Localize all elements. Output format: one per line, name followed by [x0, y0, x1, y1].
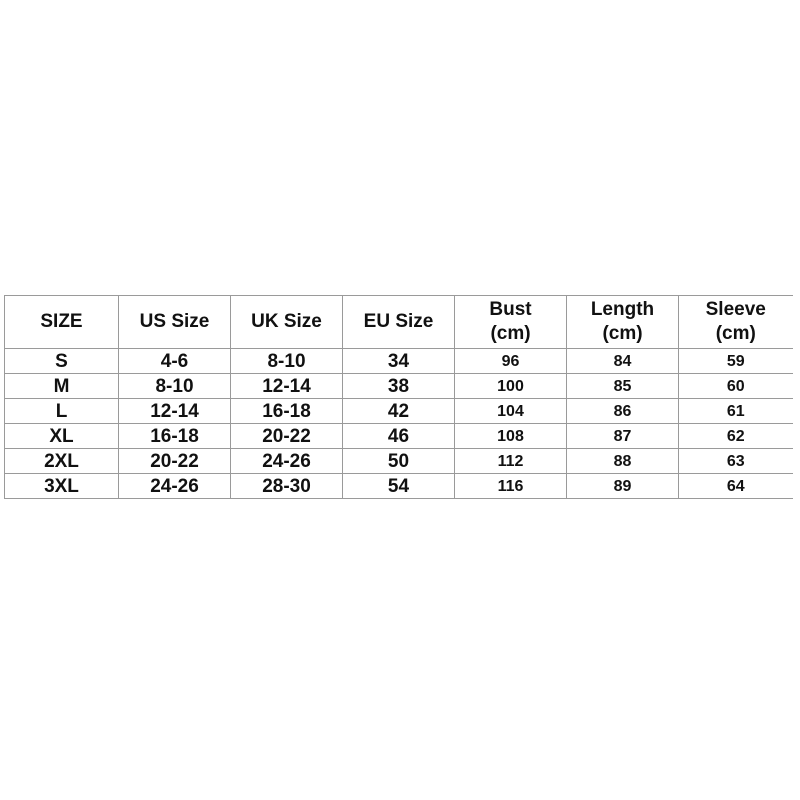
cell-bust: 100	[455, 374, 567, 399]
cell-bust: 116	[455, 474, 567, 499]
cell-size: 3XL	[5, 474, 119, 499]
cell-uk-size: 12-14	[231, 374, 343, 399]
cell-us-size: 4-6	[119, 349, 231, 374]
cell-us-size: 16-18	[119, 424, 231, 449]
cell-sleeve: 63	[679, 449, 793, 474]
cell-eu-size: 54	[343, 474, 455, 499]
table-row	[5, 424, 793, 449]
cell-us-size: 8-10	[119, 374, 231, 399]
header-uk-size: UK Size	[231, 296, 343, 349]
header-size: SIZE	[5, 296, 119, 349]
cell-sleeve: 64	[679, 474, 793, 499]
cell-size: XL	[5, 424, 119, 449]
cell-uk-size: 24-26	[231, 449, 343, 474]
cell-size: M	[5, 374, 119, 399]
cell-length: 86	[567, 399, 679, 424]
table-row	[5, 449, 793, 474]
cell-eu-size: 38	[343, 374, 455, 399]
cell-length: 87	[567, 424, 679, 449]
cell-sleeve: 60	[679, 374, 793, 399]
cell-length: 89	[567, 474, 679, 499]
cell-bust: 108	[455, 424, 567, 449]
table-row	[5, 349, 793, 374]
cell-bust: 96	[455, 349, 567, 374]
header-sleeve: Sleeve (cm)	[679, 296, 793, 349]
cell-size: 2XL	[5, 449, 119, 474]
cell-uk-size: 8-10	[231, 349, 343, 374]
header-eu-size: EU Size	[343, 296, 455, 349]
header-us-size: US Size	[119, 296, 231, 349]
cell-sleeve: 61	[679, 399, 793, 424]
cell-length: 85	[567, 374, 679, 399]
cell-length: 88	[567, 449, 679, 474]
cell-us-size: 20-22	[119, 449, 231, 474]
cell-eu-size: 42	[343, 399, 455, 424]
size-chart-table	[4, 295, 793, 499]
cell-eu-size: 46	[343, 424, 455, 449]
cell-sleeve: 62	[679, 424, 793, 449]
table-row	[5, 399, 793, 424]
cell-us-size: 12-14	[119, 399, 231, 424]
cell-sleeve: 59	[679, 349, 793, 374]
cell-bust: 112	[455, 449, 567, 474]
cell-us-size: 24-26	[119, 474, 231, 499]
cell-size: L	[5, 399, 119, 424]
table-row	[5, 374, 793, 399]
cell-size: S	[5, 349, 119, 374]
cell-bust: 104	[455, 399, 567, 424]
cell-eu-size: 34	[343, 349, 455, 374]
table-row	[5, 474, 793, 499]
cell-eu-size: 50	[343, 449, 455, 474]
header-row	[5, 296, 793, 349]
cell-uk-size: 16-18	[231, 399, 343, 424]
header-length: Length (cm)	[567, 296, 679, 349]
cell-uk-size: 28-30	[231, 474, 343, 499]
header-bust: Bust (cm)	[455, 296, 567, 349]
cell-uk-size: 20-22	[231, 424, 343, 449]
cell-length: 84	[567, 349, 679, 374]
